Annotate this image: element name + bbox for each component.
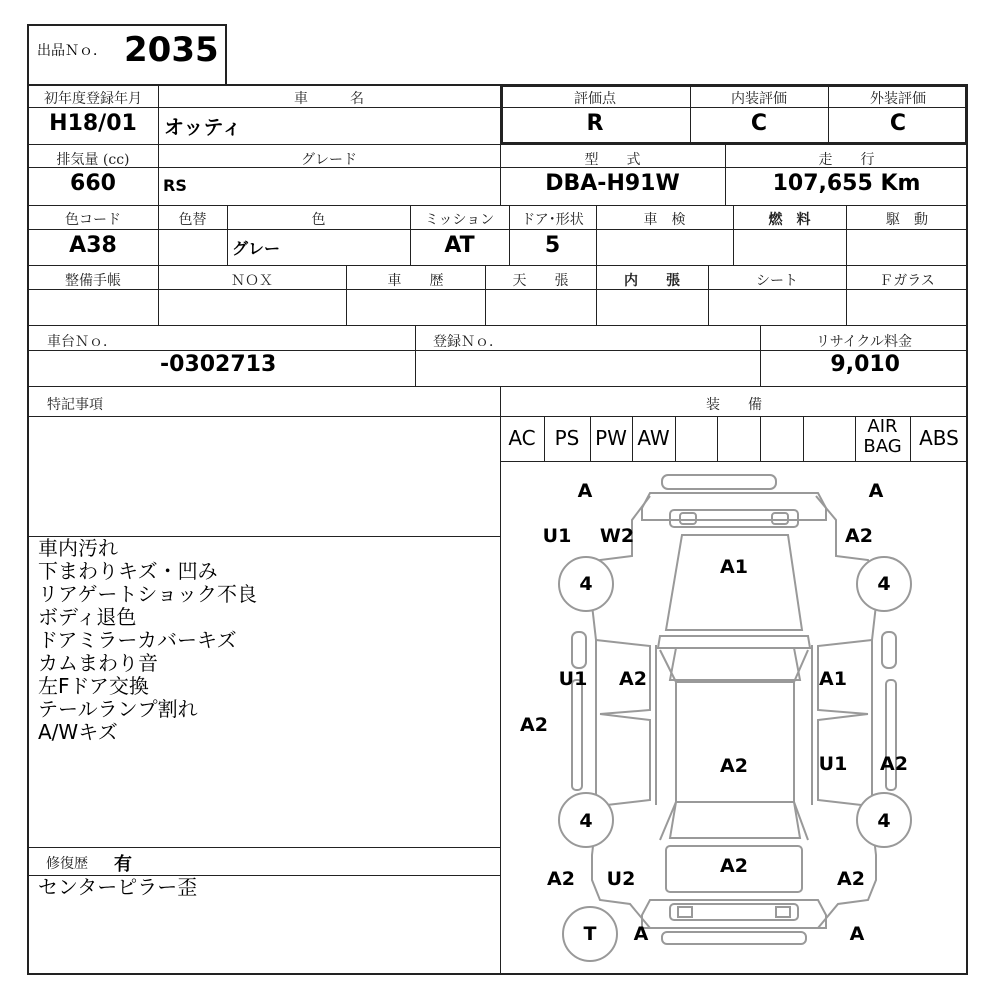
equipment-item: PW [595, 426, 627, 450]
equipment-item: AW [637, 426, 670, 450]
model-label: 型 式 [584, 152, 641, 168]
damage-mark: A2 [720, 855, 748, 877]
damage-mark: A2 [720, 755, 748, 777]
inspection-label: 車 検 [643, 212, 686, 228]
recycle-label: リサイクル料金 [815, 334, 913, 350]
damage-mark: A [849, 923, 865, 945]
door-label: ドア･形状 [521, 212, 584, 228]
car-name-value: オッティ [164, 115, 242, 139]
damage-mark: A [633, 923, 649, 945]
equipment-item: ABS [919, 426, 959, 450]
equipment-label: 装 備 [706, 397, 762, 413]
damage-mark: U1 [818, 753, 848, 775]
displacement-label: 排気量 (cc) [56, 152, 130, 168]
color-code-value: A38 [69, 233, 117, 258]
exterior-score-value: C [889, 111, 907, 136]
repair-label: 修復歴 [46, 856, 88, 872]
damage-mark: 4 [877, 810, 891, 832]
grade-value: RS [163, 176, 187, 195]
damage-mark: A [577, 480, 593, 502]
repair-detail: センターピラー歪 [38, 875, 198, 899]
repair-value: 有 [114, 854, 132, 875]
maintenance-label: 整備手帳 [65, 273, 121, 289]
interior-score-value: C [750, 111, 768, 136]
drive-label: 駆 動 [886, 212, 928, 228]
notes-label: 特記事項 [47, 397, 103, 413]
model-value: DBA-H91W [545, 171, 680, 196]
notes-line: カムまわり音 [38, 651, 158, 675]
sunroof-label: 天 張 [512, 273, 569, 289]
damage-mark: A [868, 480, 884, 502]
damage-mark: 4 [579, 810, 593, 832]
equipment-item: AIR BAG [863, 416, 902, 457]
notes-line: ドアミラーカバーキズ [38, 628, 237, 652]
displacement-value: 660 [70, 171, 116, 196]
notes-line: 車内汚れ [38, 536, 118, 560]
color-label: 色 [311, 212, 326, 228]
nox-label: ＮＯＸ [231, 273, 273, 289]
notes-line: 下まわりキズ・凹み [38, 559, 218, 583]
chassis-label: 車台Ｎｏ． [47, 334, 117, 350]
repaint-label: 色替 [178, 212, 207, 228]
damage-mark: A2 [837, 868, 865, 890]
fuel-label: 燃 料 [768, 212, 811, 228]
notes-line: 左Fドア交換 [38, 674, 149, 698]
chassis-value: -0302713 [160, 352, 277, 377]
door-value: 5 [544, 233, 561, 258]
damage-mark: A2 [880, 753, 908, 775]
notes-line: リアゲートショック不良 [38, 582, 257, 606]
mission-value: AT [444, 233, 475, 258]
recycle-value: 9,010 [830, 352, 900, 377]
mileage-value: 107,655 Km [772, 171, 921, 196]
notes-line: ボディ退色 [38, 605, 137, 629]
lot-number: 2035 [124, 30, 219, 70]
damage-mark: U2 [606, 868, 636, 890]
damage-mark: A2 [520, 714, 548, 736]
mission-label: ミッション [424, 212, 495, 228]
damage-mark: 4 [877, 573, 891, 595]
damage-mark: W2 [599, 525, 635, 547]
car-name-label: 車 名 [294, 91, 364, 107]
score-label: 評価点 [574, 91, 616, 107]
damage-mark: A1 [720, 556, 748, 578]
interior-score-label: 内装評価 [731, 91, 787, 107]
glass-label: Ｆガラス [879, 273, 935, 289]
damage-mark: A1 [819, 668, 847, 690]
notes-line: A/Wキズ [38, 720, 118, 744]
damage-mark: A2 [619, 668, 647, 690]
history-label: 車 歴 [387, 273, 444, 289]
damage-mark: U1 [542, 525, 572, 547]
damage-mark: 4 [579, 573, 593, 595]
grade-label: グレード [301, 152, 357, 168]
score-value: R [586, 111, 604, 136]
notes-line: テールランプ割れ [38, 697, 198, 721]
mileage-label: 走 行 [818, 152, 875, 168]
damage-mark: A2 [845, 525, 873, 547]
equipment-item: AC [508, 426, 536, 450]
first-reg-value: H18/01 [49, 111, 137, 136]
color-code-label: 色コード [65, 212, 121, 228]
exterior-score-label: 外装評価 [870, 91, 926, 107]
damage-mark: A2 [547, 868, 575, 890]
equipment-item: PS [554, 426, 580, 450]
color-value: グレー [232, 239, 281, 258]
interior-lining-label: 内 張 [624, 273, 680, 289]
seat-label: シート [756, 273, 798, 289]
first-reg-label: 初年度登録年月 [44, 91, 142, 107]
lot-label: 出品Ｎｏ． [37, 43, 107, 59]
damage-mark: T [583, 923, 597, 945]
reg-label: 登録Ｎｏ． [433, 334, 503, 350]
damage-mark: U1 [558, 668, 588, 690]
